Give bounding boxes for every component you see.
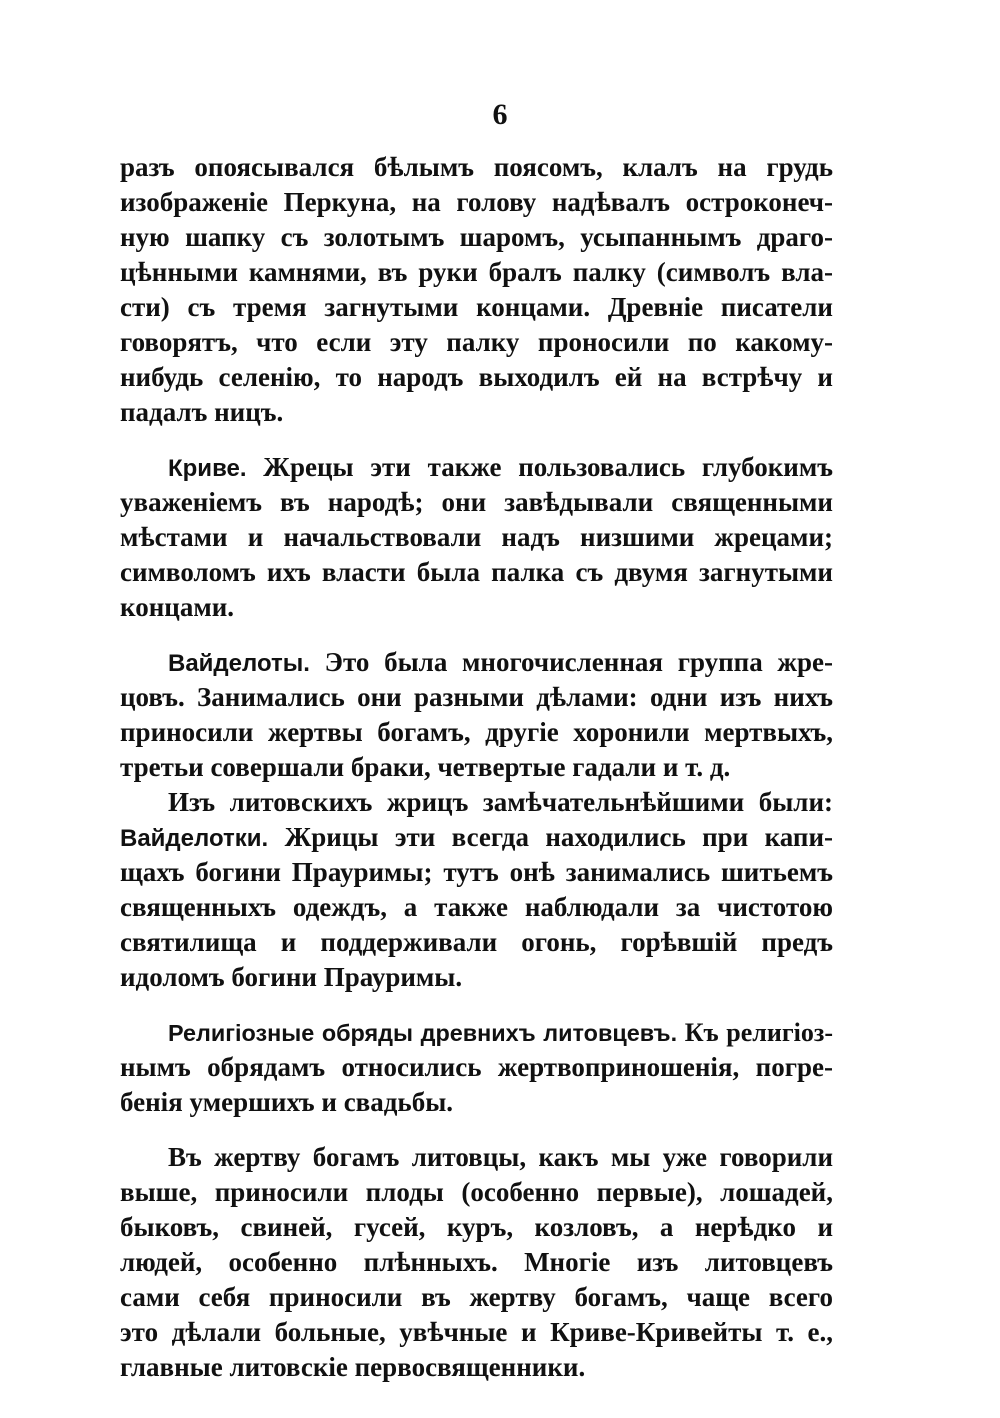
text-line	[120, 450, 833, 485]
text-line: Изъ литовскихъ жрицъ замѣчательнѣйшими были:	[168, 787, 833, 817]
body-text	[120, 150, 833, 1385]
text-line: говорятъ, что если эту палку проносили по какому-	[120, 327, 833, 357]
text-line: Въ жертву богамъ литовцы, какъ мы уже говорили	[168, 1142, 833, 1172]
text-line: бенiя умершихъ и свадьбы.	[120, 1087, 454, 1117]
paragraph-vaidelotki	[120, 785, 833, 995]
text-line: быковъ, свиней, гусей, куръ, козловъ, а нерѣдко и	[120, 1212, 833, 1242]
text-fragment: Это была многочисленная группа жре-	[324, 647, 834, 677]
section-heading-krive: Криве.	[168, 455, 247, 482]
text-line: идоломъ богини Прауримы.	[120, 962, 463, 992]
text-line: концами.	[120, 592, 235, 622]
paragraph-krive	[120, 450, 833, 625]
paragraph-1	[120, 150, 833, 430]
text-line: щахъ богини Прауримы; тутъ онѣ занимались шитьемъ	[120, 857, 833, 887]
section-heading-vaidelotki: Вайделотки.	[120, 825, 269, 852]
text-line: главные литовскiе первосвященники.	[120, 1352, 586, 1382]
text-fragment: Жрицы эти всегда находились при капи-	[284, 822, 833, 852]
text-line: нымъ обрядамъ относились жертвоприношенiя, погре-	[120, 1052, 833, 1082]
text-line: мѣстами и начальствовали надъ низшими жрецами;	[120, 522, 833, 552]
text-line: третьи совершали браки, четвертые гадали и т. д.	[120, 752, 731, 782]
text-line: цовъ. Занимались они разными дѣлами: одни изъ нихъ	[120, 682, 833, 712]
text-line	[120, 820, 833, 855]
paragraph-sacrifice	[120, 1140, 833, 1385]
text-line: священныхъ одеждъ, а также наблюдали за чистотою	[120, 892, 833, 922]
paragraph-rites	[120, 1015, 833, 1120]
text-line: сами себя приносили въ жертву богамъ, чаще всего	[120, 1282, 833, 1312]
text-line: нибудь селенiю, то народъ выходилъ ей на встрѣчу и	[120, 362, 833, 392]
text-line: разъ опоясывался бѣлымъ поясомъ, клалъ на грудь	[120, 152, 833, 182]
text-line	[120, 1015, 833, 1050]
text-line	[120, 645, 833, 680]
text-fragment: Жрецы эти также пользовались глубокимъ	[263, 452, 833, 482]
paragraph-vaidelots	[120, 645, 833, 785]
text-line: выше, приносили плоды (особенно первые), лошадей,	[120, 1177, 833, 1207]
text-line: святилища и поддерживали огонь, горѣвшiй предъ	[120, 927, 833, 957]
text-fragment: Къ религiоз-	[684, 1018, 833, 1047]
text-line: изображенiе Перкуна, на голову надѣвалъ остроконеч-	[120, 187, 833, 217]
section-heading-rites: Религiозные обряды древнихъ литовцевъ.	[168, 1020, 678, 1046]
text-line: цѣнными камнями, въ руки бралъ палку (символъ вла-	[120, 257, 833, 287]
section-heading-vaidelots: Вайделоты.	[168, 650, 310, 677]
text-line: приносили жертвы богамъ, другiе хоронили мертвыхъ,	[120, 717, 833, 747]
text-line: уваженiемъ въ народѣ; они завѣдывали священными	[120, 487, 833, 517]
text-line: падалъ ницъ.	[120, 397, 284, 427]
text-line: это дѣлали больные, увѣчные и Криве-Кривейты т. е.,	[120, 1317, 833, 1347]
text-line: сти) съ тремя загнутыми концами. Древнiе писатели	[120, 292, 833, 322]
page-number: 6	[492, 98, 508, 131]
text-line: ную шапку съ золотымъ шаромъ, усыпаннымъ драго-	[120, 222, 833, 252]
text-line: символомъ ихъ власти была палка съ двумя загнутыми	[120, 557, 833, 587]
text-line: людей, особенно плѣнныхъ. Многiе изъ литовцевъ	[120, 1247, 833, 1277]
